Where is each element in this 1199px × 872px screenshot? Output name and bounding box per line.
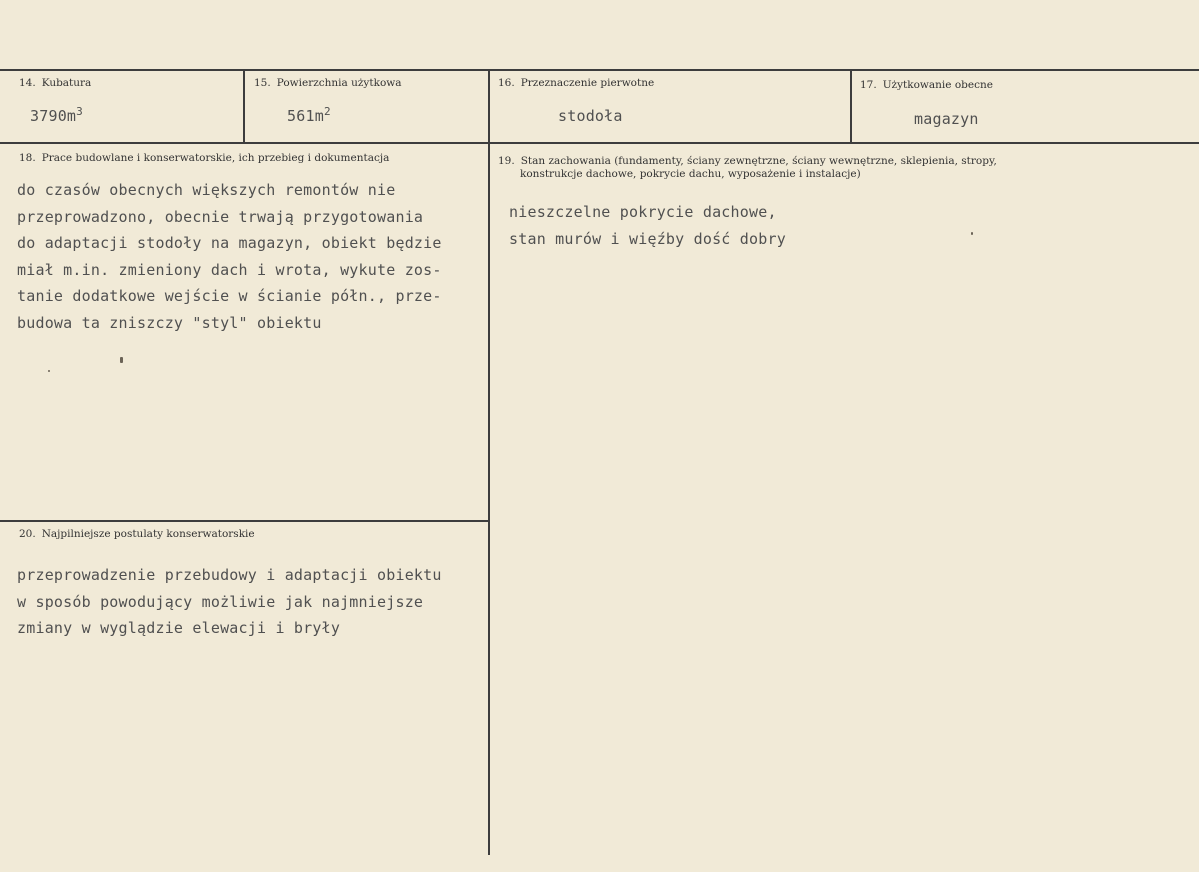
paper-speck	[120, 357, 123, 363]
text-line: do adaptacji stodoły na magazyn, obiekt będzie	[17, 234, 442, 252]
text-line: stan murów i więźby dość dobry	[509, 229, 786, 248]
field-19-label: 19. Stan zachowania (fundamenty, ściany zewnętrzne, ściany wewnętrzne, sklepienia, stropy, konstrukcje dachowe, pokrycie dachu, wyposażenie i instalacje)	[498, 155, 997, 180]
text-line: przeprowadzenie przebudowy i adaptacji obiektu	[17, 566, 442, 584]
paper-speck	[48, 370, 50, 372]
text-line: nieszczelne pokrycie dachowe,	[509, 203, 777, 221]
paper-speck	[971, 232, 973, 235]
field-16-label: 16. Przeznaczenie pierwotne	[498, 77, 655, 89]
field-20-text	[17, 562, 442, 642]
text-line: do czasów obecnych większych remontów nie	[17, 181, 396, 199]
col-divider-main	[488, 69, 490, 855]
col-divider-16-17	[850, 69, 852, 144]
field-19-text	[509, 199, 786, 252]
col-divider-14-15	[243, 69, 245, 144]
field-14-value: $3790m^3$	[30, 105, 83, 125]
field-18-label: 18. Prace budowlane i konserwatorskie, ich przebieg i dokumentacja	[19, 152, 390, 164]
field-14-label: 14. Kubatura	[19, 77, 92, 89]
field-16-value: stodoła	[558, 107, 623, 125]
top-rule	[0, 69, 1199, 71]
text-line: budowa ta zniszczy "styl" obiektu	[17, 313, 322, 332]
field-18-text	[17, 177, 442, 336]
row-divider	[0, 142, 1199, 144]
left-column-divider	[0, 520, 490, 522]
text-line: przeprowadzono, obecnie trwają przygotowania	[17, 207, 424, 226]
text-line: tanie dodatkowe wejście w ścianie półn., prze-	[17, 287, 442, 305]
field-20-label: 20. Najpilniejsze postulaty konserwatorskie	[19, 528, 255, 540]
field-15-value: $561m^2$	[287, 105, 331, 125]
field-17-label: 17. Użytkowanie obecne	[860, 79, 993, 91]
text-line: w sposób powodujący możliwie jak najmniejsze	[17, 592, 424, 611]
text-line: miał m.in. zmieniony dach i wrota, wykute zos-	[17, 260, 442, 279]
text-line: zmiany w wyglądzie elewacji i bryły	[17, 619, 341, 637]
field-17-value: magazyn	[914, 110, 979, 128]
field-15-label: 15. Powierzchnia użytkowa	[254, 77, 402, 89]
